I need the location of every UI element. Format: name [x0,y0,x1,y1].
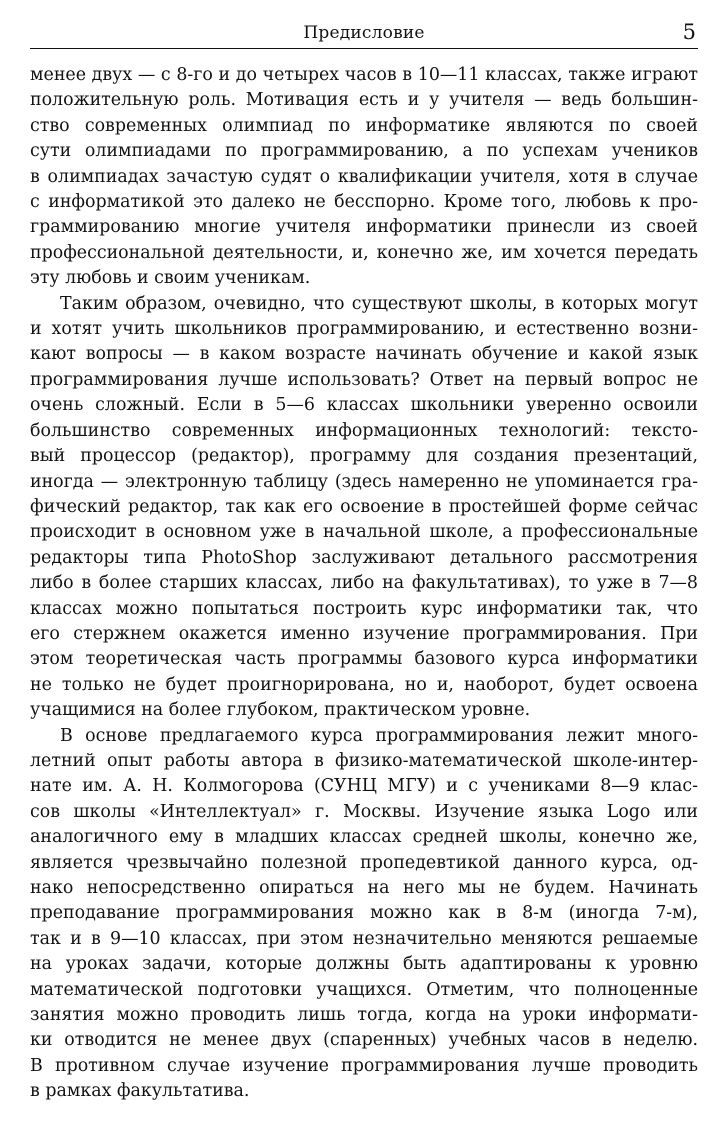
text-line: его стержнем окажется именно изучение программирования. При [30,623,698,644]
text-line: ки отводится не менее двух (спаренных) учебных часов в неделю. [30,1030,698,1051]
text-line: классах можно попытаться построить курс информатики так, что [30,598,698,619]
text-line: сути олимпиадами по программированию, а по успехам учеников [30,141,698,162]
text-line: эту любовь и своим ученикам. [30,268,311,289]
text-line: в рамках факультатива. [30,1081,250,1102]
text-line: Таким образом, очевидно, что существуют школы, в которых могут [60,293,698,314]
text-line: аналогичного ему в младших классах средней школы, конечно же, [30,827,698,848]
text-line: В противном случае изучение программирования лучше проводить [30,1055,698,1076]
text-line: очень сложный. Если в 5—6 классах школьники уверенно освоили [30,395,698,416]
text-line: с информатикой это далеко не бесспорно. Кроме того, любовь к про- [30,192,698,213]
text-line: сов школы «Интеллектуал» г. Москвы. Изучение языка Logo или [30,801,698,822]
text-line: происходит в основном уже в начальной школе, а профессиональные [30,522,698,543]
text-line: нако непосредственно опираться на него мы не будем. Начинать [30,878,698,898]
paragraph [30,63,698,292]
text-line: В основе предлагаемого курса программирования лежит много- [60,725,698,746]
text-line: либо в более старших классах, либо на факультативах), то уже в 7—8 [30,573,698,594]
text-line: большинство современных информационных технологий: тексто- [30,420,698,441]
text-line: этом теоретическая часть программы базового курса информатики [30,649,698,670]
text-line: иногда — электронную таблицу (здесь намеренно не упоминается гра- [30,471,698,492]
text-line: ство современных олимпиад по информатике являются по своей [30,115,698,136]
text-line: вый процессор (редактор), программу для создания презентаций, [30,446,698,467]
text-line: профессиональной деятельности, и, конечно же, им хочется передать [30,242,698,263]
paragraph [30,292,698,724]
text-line: и хотят учить школьников программированию, и естественно возни- [30,319,698,340]
text-line: программирования лучше использовать? Ответ на первый вопрос не [30,369,698,390]
text-line: граммированию многие учителя информатики принесли из своей [30,217,698,238]
paragraph [30,724,698,1105]
text-line: нате им. А. Н. Колмогорова (СУНЦ МГУ) и с учениками 8—9 клас- [30,776,698,797]
text-line: занятия можно проводить лишь тогда, когда на уроки информати- [30,1005,698,1026]
page-number: 5 [682,20,696,44]
text-line: в олимпиадах зачастую судят о квалификации учителя, хотя в случае [30,166,698,187]
text-line: летний опыт работы автора в физико-математической школе-интер- [30,750,698,771]
text-line: положительную роль. Мотивация есть и у учителя — ведь большин- [30,90,698,111]
body-text [30,63,698,1105]
text-line: является чрезвычайно полезной пропедевтикой данного курса, од- [30,852,698,873]
running-title: Предисловие [303,23,425,43]
running-header [30,18,698,49]
text-line: редакторы типа PhotoShop заслуживают детального рассмотрения [30,547,698,568]
text-line: кают вопросы — в каком возрасте начинать обучение и какой язык [30,344,698,365]
book-page [30,18,698,1105]
text-line: математической подготовки учащихся. Отметим, что полноценные [30,979,698,1000]
text-line: менее двух — с 8-го и до четырех часов в 10—11 классах, также играют [30,65,698,85]
text-line: так и в 9—10 классах, при этом незначительно меняются решаемые [30,928,698,949]
text-line: фический редактор, так как его освоение в простейшей форме сейчас [30,496,698,517]
text-line: не только не будет проигнорирована, но и, наоборот, будет освоена [30,674,698,695]
text-line: преподавание программирования можно как в 8-м (иногда 7-м), [30,903,698,924]
text-line: учащимися на более глубоком, практическом уровне. [30,700,531,721]
text-line: на уроках задачи, которые должны быть адаптированы к уровню [30,954,698,975]
